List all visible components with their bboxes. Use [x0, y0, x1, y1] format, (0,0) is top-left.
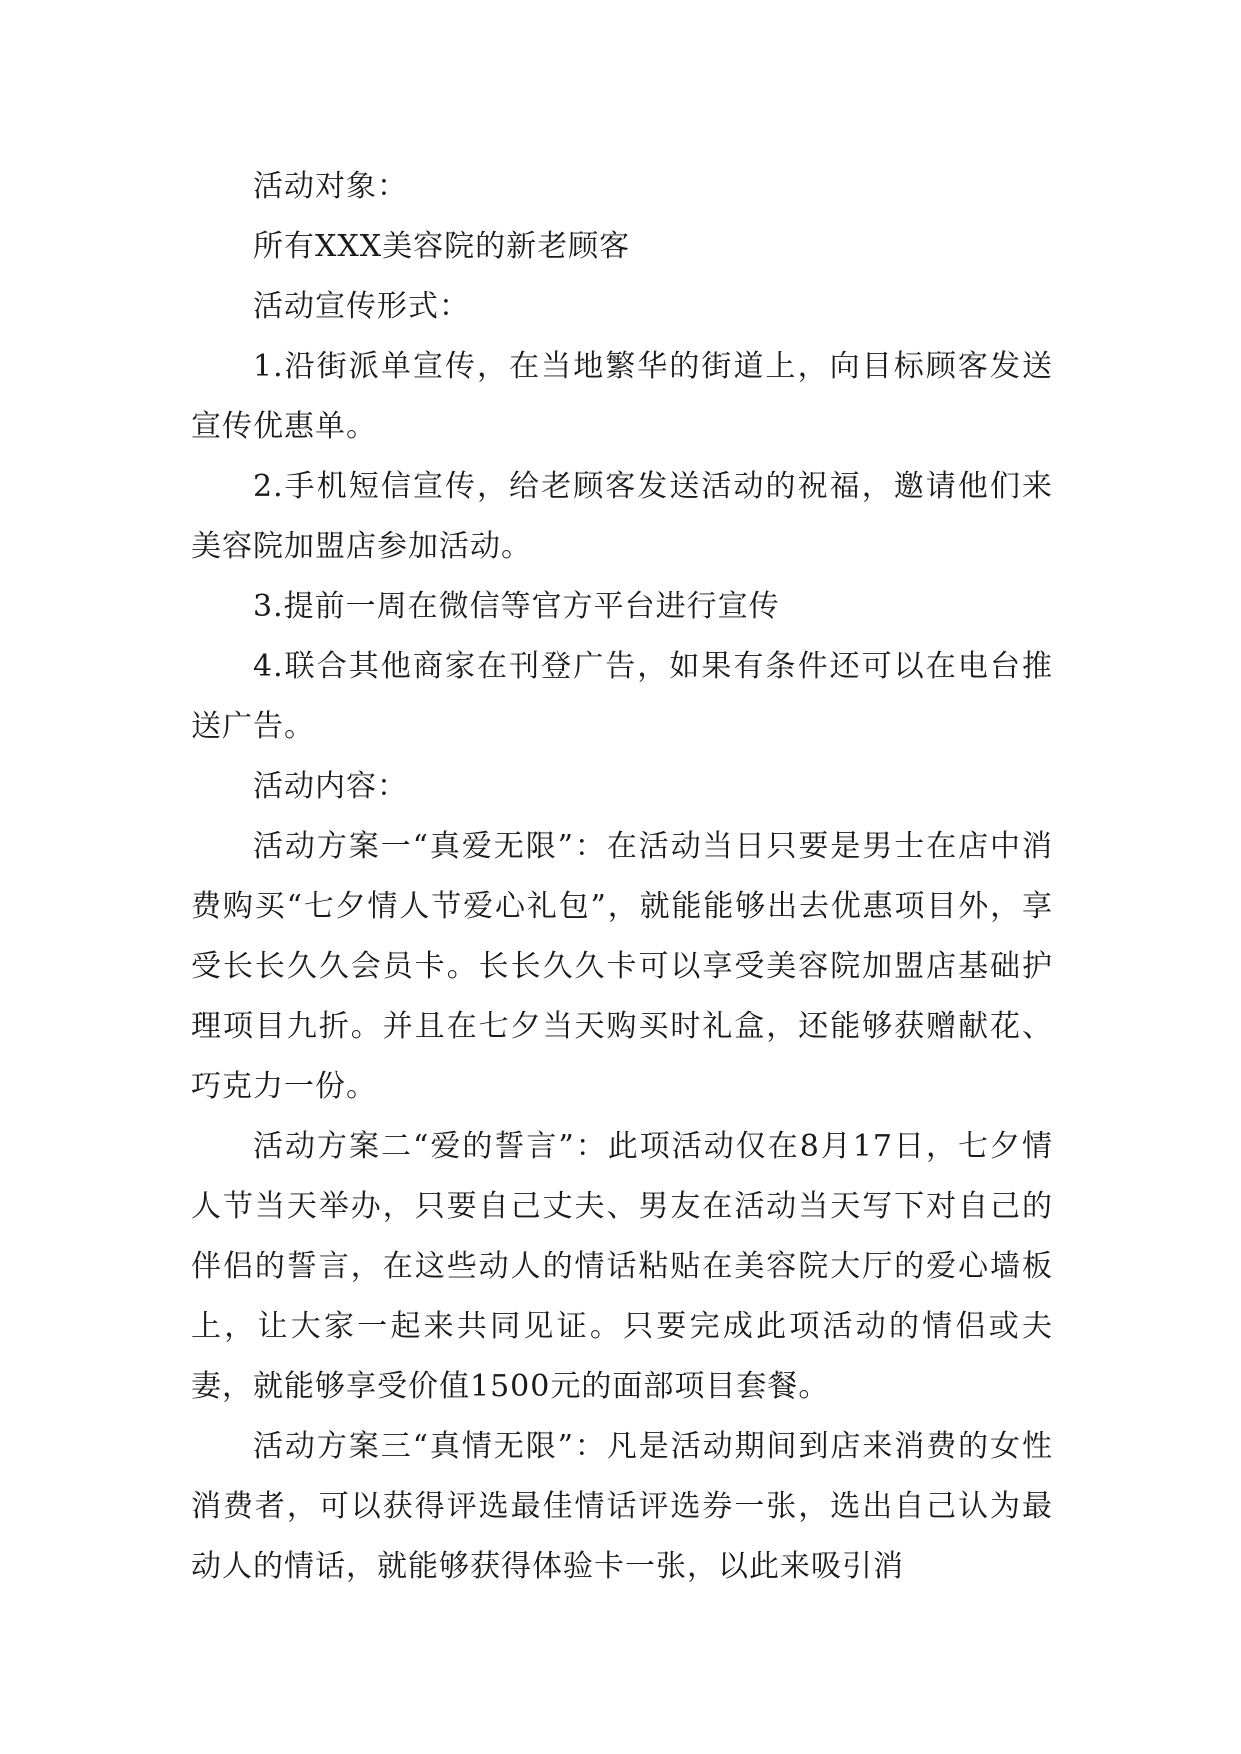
paragraph-plan-3: 活动方案三“真情无限”：凡是活动期间到店来消费的女性消费者，可以获得评选最佳情话评选券一张，选出自己认为最动人的情话，就能够获得体验卡一张，以此来吸引消	[191, 1429, 1053, 1584]
heading-activity-content: 活动内容：	[253, 769, 408, 804]
paragraph-plan-2: 活动方案二“爱的誓言”：此项活动仅在8月17日，七夕情人节当天举办，只要自己丈夫、男友在活动当天写下对自己的伴侣的誓言，在这些动人的情话粘贴在美容院大厅的爱心墙板上，让大家一起来共同见证。只要完成此项活动的情侣或夫妻，就能够享受价值1500元的面部项目套餐。	[191, 1129, 1053, 1404]
paragraph-plan-1: 活动方案一“真爱无限”：在活动当日只要是男士在店中消费购买“七夕情人节爱心礼包”，就能能够出去优惠项目外，享受长长久久会员卡。长长久久卡可以享受美容院加盟店基础护理项目九折。并且在七夕当天购买时礼盒，还能够获赠献花、巧克力一份。	[191, 829, 1053, 1104]
heading-promotion-form: 活动宣传形式：	[253, 289, 470, 324]
heading-activity-target: 活动对象：	[253, 169, 408, 204]
paragraph-promotion-1: 1.沿街派单宣传，在当地繁华的街道上，向目标顾客发送宣传优惠单。	[191, 349, 1053, 444]
paragraph-promotion-2: 2.手机短信宣传，给老顾客发送活动的祝福，邀请他们来美容院加盟店参加活动。	[191, 469, 1053, 564]
paragraph-promotion-3: 3.提前一周在微信等官方平台进行宣传	[253, 589, 780, 624]
paragraph-target-audience: 所有XXX美容院的新老顾客	[253, 229, 631, 264]
paragraph-promotion-4: 4.联合其他商家在刊登广告，如果有条件还可以在电台推送广告。	[191, 649, 1053, 744]
document-body	[191, 157, 1053, 1597]
